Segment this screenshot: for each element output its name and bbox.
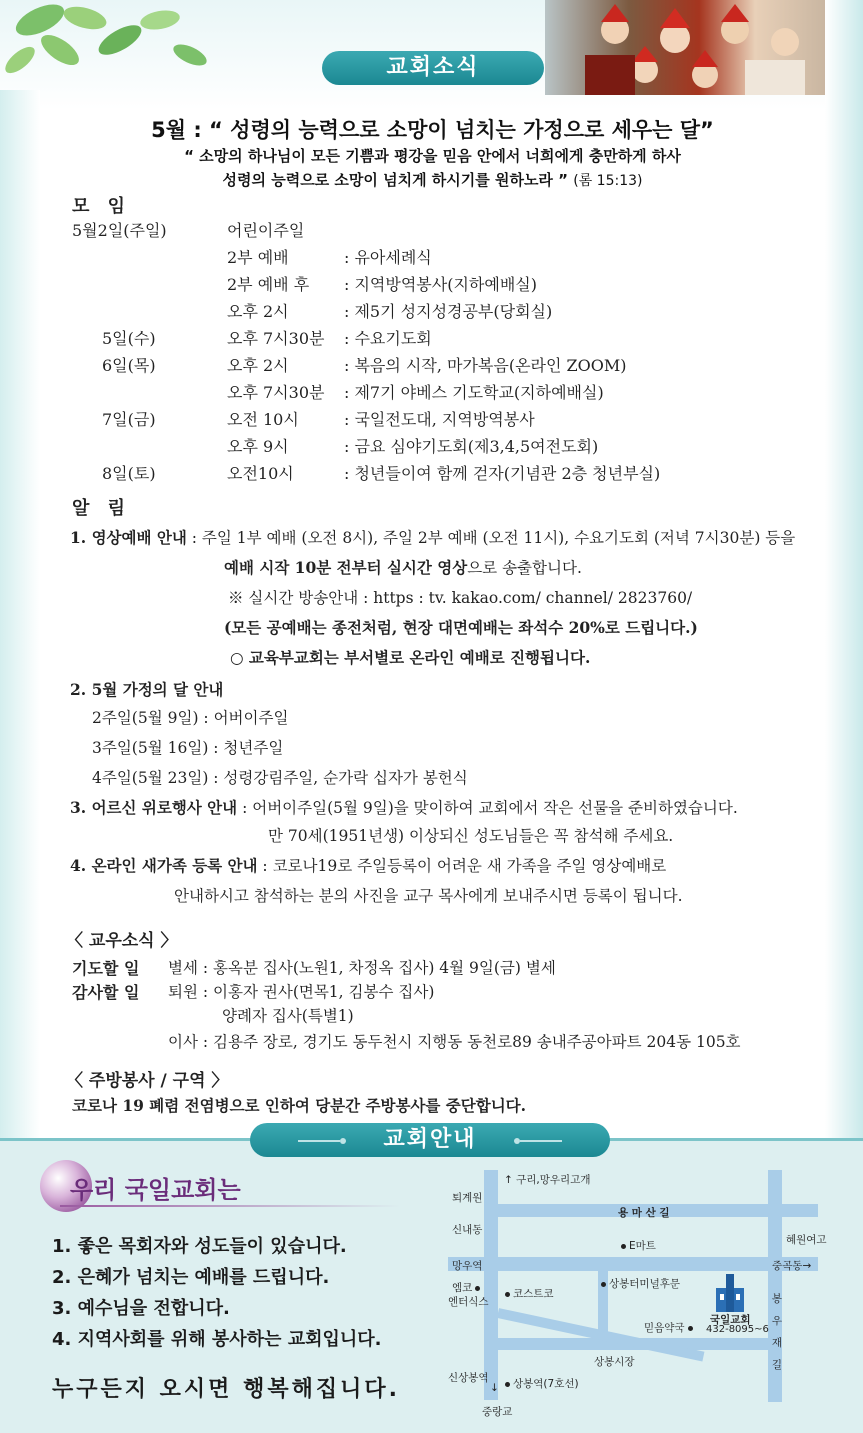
map-junggok: 중곡동→ — [772, 1260, 812, 1272]
map-emko: 엠코 — [452, 1280, 483, 1295]
map-emart: E마트 — [618, 1238, 656, 1253]
gathering-item: : 국일전도대, 지역방역봉사 — [344, 410, 535, 429]
church-building-icon — [712, 1272, 748, 1314]
gathering-date: 5월2일(주일) — [72, 221, 167, 240]
prayer-text: 별세 : 홍옥분 집사(노원1, 차정옥 집사) 4월 9일(금) 별세 — [168, 959, 556, 977]
church-guide-banner — [250, 1123, 610, 1157]
verse-line-2: 성령의 능력으로 소망이 넘치게 하시기를 원하노라 ” (롬 15:13) — [222, 171, 643, 189]
location-dot-icon — [475, 1286, 480, 1291]
map-sinnae: 신내동 — [452, 1224, 483, 1236]
location-dot-icon — [688, 1326, 693, 1331]
gathering-item: : 지역방역봉사(지하예배실) — [344, 275, 537, 294]
banner-dot-left — [340, 1138, 346, 1144]
map-sinsangbong: 신상봉역 — [448, 1372, 489, 1384]
notice-4-line-1: 4. 온라인 새가족 등록 안내 : 코로나19로 주일등록이 어려운 새 가족을 주일 영상예배로 — [70, 856, 667, 875]
theme-verse — [40, 144, 825, 193]
map-pharmacy: 믿음약국 — [644, 1320, 696, 1335]
notice-3-line-1: 3. 어르신 위로행사 안내 : 어버이주일(5월 9일)을 맞이하여 교회에서 작은 선물을 준비하였습니다. — [70, 798, 738, 817]
kitchen-heading: 〈 주방봉사 / 구역 〉 — [66, 1071, 229, 1091]
gathering-item: : 제7기 야베스 기도학교(지하예배실) — [344, 383, 604, 402]
map-road-middle — [448, 1257, 818, 1271]
location-dot-icon — [621, 1244, 626, 1249]
map-sangbong-market: 상봉시장 — [594, 1356, 635, 1368]
location-map — [448, 1170, 833, 1420]
gathering-date: 7일(금) — [102, 410, 156, 429]
gathering-time: 오전10시 — [227, 464, 294, 483]
location-dot-icon — [601, 1282, 606, 1287]
notice-1-stream-url: ※ 실시간 방송안내 : https : tv. kakao.com/ channel/ 2823760/ — [228, 589, 693, 607]
gathering-time: 오전 10시 — [227, 410, 299, 429]
thanks-line-3: 이사 : 김용주 장로, 경기도 동두천시 지행동 동천로89 송내주공아파트 204동 105호 — [168, 1033, 741, 1051]
gathering-item: : 수요기도회 — [344, 329, 432, 348]
notice-1-line-2: 예배 시작 10분 전부터 실시간 영상으로 송출합니다. — [224, 558, 582, 577]
south-arrow-icon: ↓ — [490, 1382, 499, 1394]
map-costco: 코스트코 — [502, 1286, 554, 1301]
verse-reference: (롬 15:13) — [573, 173, 643, 189]
gathering-time: 오후 7시30분 — [227, 329, 325, 348]
gathering-date: 6일(목) — [102, 356, 156, 375]
church-news-banner: 교회소식 — [322, 51, 544, 85]
banner-line-right — [520, 1140, 562, 1142]
church-guide-label: 교회안내 — [383, 1127, 477, 1152]
gathering-item: : 금요 심야기도회(제3,4,5여전도회) — [344, 437, 599, 456]
leaves-decoration — [0, 0, 230, 90]
mission-item: 2. 은혜가 넘치는 예배를 드립니다. — [52, 1267, 330, 1288]
closing-message: 누구든지 오시면 행복해집니다. — [52, 1377, 400, 1402]
thanks-line-1: 퇴원 : 이홍자 권사(면목1, 김봉수 집사) — [168, 983, 435, 1001]
choir-photo — [545, 0, 825, 95]
notice-1-line-4: (모든 공예배는 종전처럼, 현장 대면예배는 좌석수 20%로 드립니다.) — [224, 618, 698, 637]
prayer-label: 기도할 일 — [72, 959, 140, 978]
notice-4-line-2: 안내하시고 참석하는 분의 사진을 교구 목사에게 보내주시면 등록이 됩니다. — [174, 887, 683, 905]
gatherings-heading: 모 임 — [72, 196, 132, 217]
verse-line-1: “ 소망의 하나님이 모든 기쁨과 평강을 믿음 안에서 너희에게 충만하게 하사 — [184, 147, 681, 165]
thanks-label: 감사할 일 — [72, 983, 140, 1002]
gathering-item: : 복음의 시작, 마가복음(온라인 ZOOM) — [344, 356, 627, 375]
map-terminal: 상봉터미널후문 — [598, 1276, 680, 1291]
location-dot-icon — [505, 1382, 510, 1387]
map-south-label: 중랑교 — [482, 1406, 513, 1418]
map-church: 국일교회 — [710, 1314, 751, 1326]
map-sangbong-station: 상봉역(7호선) — [502, 1376, 579, 1391]
gathering-time: 오후 7시30분 — [227, 383, 325, 402]
notice-2-item: 4주일(5월 23일) : 성령강림주일, 순가락 십자가 봉헌식 — [92, 769, 468, 787]
notice-2-item: 3주일(5월 16일) : 청년주일 — [92, 739, 284, 757]
gathering-item: : 청년들이여 함께 걷자(기념관 2층 청년부실) — [344, 464, 661, 483]
map-toegyewon: 퇴계원 — [452, 1192, 483, 1204]
gathering-time: 2부 예배 후 — [227, 275, 310, 294]
location-dot-icon — [505, 1292, 510, 1297]
gathering-time: 오후 2시 — [227, 302, 289, 321]
gathering-date: 5일(수) — [102, 329, 156, 348]
mission-item: 3. 예수님을 전합니다. — [52, 1298, 230, 1319]
map-road-vertical-left — [484, 1170, 498, 1400]
gathering-time: 어린이주일 — [227, 221, 305, 240]
map-hyewon: 혜원여고 — [786, 1234, 827, 1246]
map-entersix: 엔터식스 — [448, 1296, 489, 1308]
map-bongujae-road: 봉 우 재 길 — [771, 1293, 783, 1371]
mission-item: 4. 지역사회를 위해 봉사하는 교회입니다. — [52, 1329, 382, 1350]
gathering-item: : 유아세례식 — [344, 248, 432, 267]
map-church-phone: 432-8095~6 — [706, 1324, 769, 1335]
mission-item: 1. 좋은 목회자와 성도들이 있습니다. — [52, 1236, 347, 1257]
notice-2-item: 2주일(5월 9일) : 어버이주일 — [92, 709, 289, 727]
gathering-time: 2부 예배 — [227, 248, 289, 267]
church-intro-title: 우리 국일교회는 — [70, 1176, 241, 1204]
gathering-time: 오후 2시 — [227, 356, 289, 375]
banner-line-left — [298, 1140, 340, 1142]
map-mangu: 망우역 — [452, 1260, 483, 1272]
kitchen-text: 코로나 19 폐렴 전염병으로 인하여 당분간 주방봉사를 중단합니다. — [72, 1096, 527, 1115]
map-north-label: ↑ 구리,망우리고개 — [504, 1174, 591, 1186]
notice-1-line-1: 1. 영상예배 안내 : 주일 1부 예배 (오전 8시), 주일 2부 예배 (오전 11시), 수요기도회 (저녁 7시30분) 등을 — [70, 528, 796, 547]
church-intro-rule — [60, 1205, 400, 1207]
monthly-theme-title: 5월 : “ 성령의 능력으로 소망이 넘치는 가정으로 세우는 달” — [151, 118, 714, 142]
gathering-item: : 제5기 성지성경공부(당회실) — [344, 302, 553, 321]
left-side-band — [0, 90, 40, 1140]
right-side-band — [825, 0, 863, 1140]
gathering-time: 오후 9시 — [227, 437, 289, 456]
gathering-date: 8일(토) — [102, 464, 156, 483]
thanks-line-2: 양례자 집사(특별1) — [222, 1007, 354, 1025]
notice-3-line-2: 만 70세(1951년생) 이상되신 성도님들은 꼭 참석해 주세요. — [268, 827, 674, 845]
notices-heading: 알 림 — [72, 498, 132, 519]
map-yongmasan-road: 용 마 산 길 — [618, 1207, 670, 1219]
member-news-heading: 〈 교우소식 〉 — [66, 931, 178, 951]
notice-1-line-5: ○ 교육부교회는 부서별로 온라인 예배로 진행됩니다. — [230, 648, 591, 667]
notice-2-title: 2. 5월 가정의 달 안내 — [70, 680, 224, 699]
